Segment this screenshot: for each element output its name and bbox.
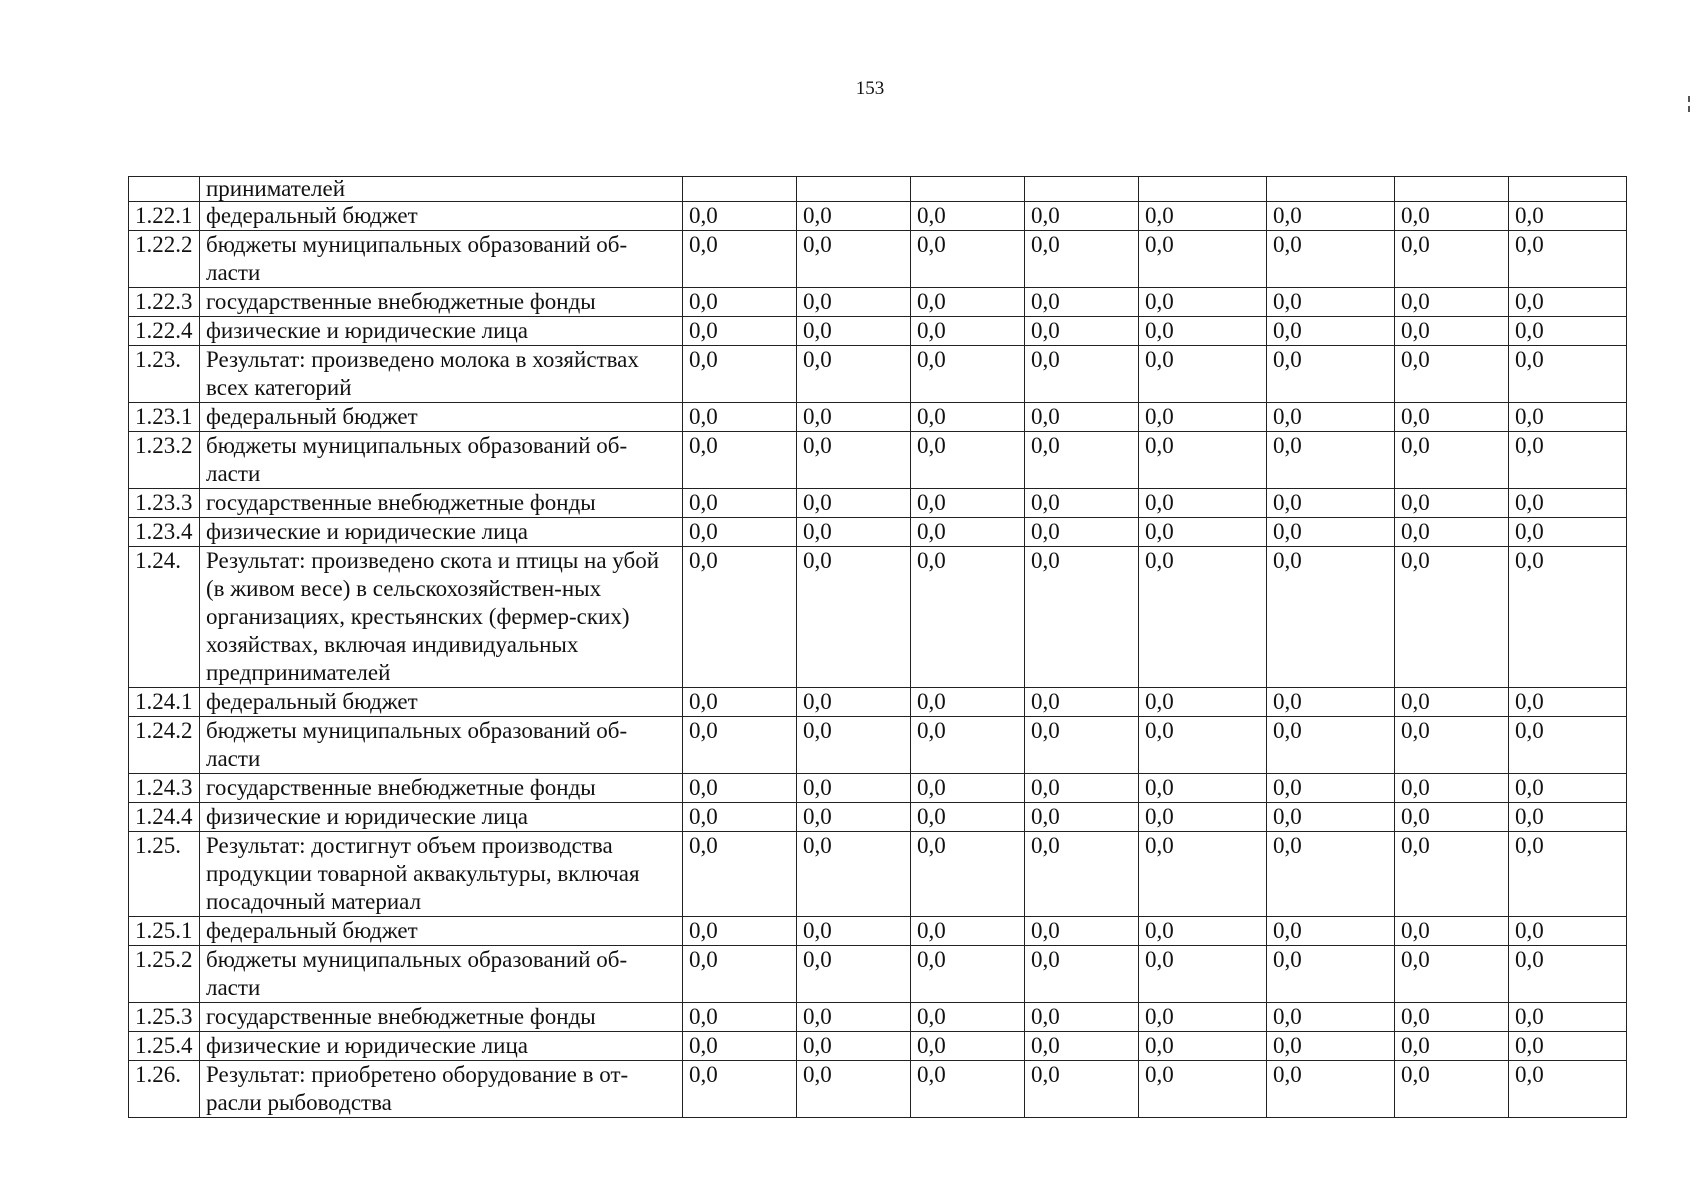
row-description: Результат: приобретено оборудование в от-расли рыбоводства bbox=[200, 1061, 683, 1118]
value-cell: 0,0 bbox=[797, 1061, 911, 1118]
value-cell: 0,0 bbox=[1025, 346, 1139, 403]
value-cell: 0,0 bbox=[1267, 346, 1395, 403]
value-cell: 0,0 bbox=[1395, 717, 1509, 774]
value-cell: 0,0 bbox=[1139, 202, 1267, 231]
value-cell: 0,0 bbox=[1509, 774, 1627, 803]
row-number: 1.24.2 bbox=[129, 717, 200, 774]
value-cell: 0,0 bbox=[1395, 547, 1509, 688]
row-number: 1.24.4 bbox=[129, 803, 200, 832]
value-cell: 0,0 bbox=[1267, 803, 1395, 832]
value-cell: 0,0 bbox=[683, 317, 797, 346]
value-cell: 0,0 bbox=[1025, 1003, 1139, 1032]
value-cell: 0,0 bbox=[1139, 1003, 1267, 1032]
row-description: физические и юридические лица bbox=[200, 518, 683, 547]
table-row bbox=[129, 518, 1627, 547]
value-cell: 0,0 bbox=[797, 288, 911, 317]
value-cell: 0,0 bbox=[1267, 688, 1395, 717]
value-cell: 0,0 bbox=[1395, 489, 1509, 518]
value-cell: 0,0 bbox=[683, 489, 797, 518]
value-cell: 0,0 bbox=[1025, 288, 1139, 317]
value-cell: 0,0 bbox=[911, 717, 1025, 774]
value-cell: 0,0 bbox=[683, 346, 797, 403]
row-description: принимателей bbox=[200, 177, 683, 202]
value-cell: 0,0 bbox=[1509, 1032, 1627, 1061]
row-number: 1.25.3 bbox=[129, 1003, 200, 1032]
value-cell: 0,0 bbox=[1139, 403, 1267, 432]
value-cell: 0,0 bbox=[683, 518, 797, 547]
value-cell: 0,0 bbox=[911, 774, 1025, 803]
value-cell: 0,0 bbox=[1025, 717, 1139, 774]
value-cell: 0,0 bbox=[1025, 231, 1139, 288]
value-cell: 0,0 bbox=[1509, 1003, 1627, 1032]
value-cell bbox=[1395, 177, 1509, 202]
value-cell: 0,0 bbox=[1267, 518, 1395, 547]
value-cell: 0,0 bbox=[1509, 202, 1627, 231]
row-description: бюджеты муниципальных образований об-ласти bbox=[200, 231, 683, 288]
row-description: государственные внебюджетные фонды bbox=[200, 489, 683, 518]
value-cell: 0,0 bbox=[1509, 688, 1627, 717]
row-description: государственные внебюджетные фонды bbox=[200, 774, 683, 803]
value-cell: 0,0 bbox=[911, 346, 1025, 403]
value-cell: 0,0 bbox=[1025, 489, 1139, 518]
row-description: федеральный бюджет bbox=[200, 688, 683, 717]
table-row bbox=[129, 803, 1627, 832]
value-cell: 0,0 bbox=[911, 489, 1025, 518]
value-cell: 0,0 bbox=[1395, 432, 1509, 489]
table-row bbox=[129, 317, 1627, 346]
row-description: государственные внебюджетные фонды bbox=[200, 288, 683, 317]
value-cell: 0,0 bbox=[797, 688, 911, 717]
value-cell: 0,0 bbox=[683, 832, 797, 917]
row-number: 1.26. bbox=[129, 1061, 200, 1118]
value-cell: 0,0 bbox=[1139, 832, 1267, 917]
row-number: 1.23.1 bbox=[129, 403, 200, 432]
table-row bbox=[129, 774, 1627, 803]
value-cell: 0,0 bbox=[1267, 432, 1395, 489]
value-cell bbox=[1139, 177, 1267, 202]
value-cell: 0,0 bbox=[1395, 288, 1509, 317]
value-cell: 0,0 bbox=[1395, 317, 1509, 346]
row-number: 1.25. bbox=[129, 832, 200, 917]
row-number: 1.23.4 bbox=[129, 518, 200, 547]
table-row bbox=[129, 1032, 1627, 1061]
value-cell: 0,0 bbox=[1395, 1061, 1509, 1118]
value-cell: 0,0 bbox=[1395, 917, 1509, 946]
value-cell: 0,0 bbox=[683, 717, 797, 774]
value-cell: 0,0 bbox=[1509, 231, 1627, 288]
value-cell: 0,0 bbox=[1139, 346, 1267, 403]
value-cell: 0,0 bbox=[1267, 202, 1395, 231]
value-cell: 0,0 bbox=[911, 832, 1025, 917]
table-row bbox=[129, 1003, 1627, 1032]
value-cell bbox=[1025, 177, 1139, 202]
value-cell: 0,0 bbox=[683, 946, 797, 1003]
value-cell: 0,0 bbox=[911, 1003, 1025, 1032]
value-cell: 0,0 bbox=[1267, 946, 1395, 1003]
table-row bbox=[129, 489, 1627, 518]
value-cell: 0,0 bbox=[1395, 202, 1509, 231]
row-number: 1.22.3 bbox=[129, 288, 200, 317]
row-description: физические и юридические лица bbox=[200, 1032, 683, 1061]
value-cell: 0,0 bbox=[1025, 946, 1139, 1003]
value-cell: 0,0 bbox=[1139, 1061, 1267, 1118]
value-cell: 0,0 bbox=[1139, 1032, 1267, 1061]
value-cell: 0,0 bbox=[1025, 403, 1139, 432]
value-cell: 0,0 bbox=[1267, 832, 1395, 917]
row-description: Результат: достигнут объем производства продукции товарной аквакультуры, включая посадочный материал bbox=[200, 832, 683, 917]
value-cell: 0,0 bbox=[1139, 432, 1267, 489]
value-cell: 0,0 bbox=[1509, 317, 1627, 346]
value-cell: 0,0 bbox=[1267, 288, 1395, 317]
value-cell: 0,0 bbox=[1395, 518, 1509, 547]
row-description: государственные внебюджетные фонды bbox=[200, 1003, 683, 1032]
value-cell: 0,0 bbox=[1395, 1003, 1509, 1032]
value-cell: 0,0 bbox=[797, 803, 911, 832]
table-row bbox=[129, 432, 1627, 489]
budget-table bbox=[128, 176, 1627, 1118]
value-cell: 0,0 bbox=[1267, 774, 1395, 803]
value-cell: 0,0 bbox=[1025, 547, 1139, 688]
row-description: федеральный бюджет bbox=[200, 403, 683, 432]
table-row bbox=[129, 688, 1627, 717]
value-cell: 0,0 bbox=[911, 317, 1025, 346]
value-cell: 0,0 bbox=[911, 518, 1025, 547]
row-number: 1.24. bbox=[129, 547, 200, 688]
budget-table-body bbox=[129, 177, 1627, 1118]
value-cell: 0,0 bbox=[683, 917, 797, 946]
value-cell: 0,0 bbox=[797, 774, 911, 803]
row-number: 1.24.1 bbox=[129, 688, 200, 717]
value-cell: 0,0 bbox=[1509, 403, 1627, 432]
value-cell: 0,0 bbox=[797, 403, 911, 432]
value-cell: 0,0 bbox=[683, 803, 797, 832]
value-cell: 0,0 bbox=[1139, 717, 1267, 774]
row-number bbox=[129, 177, 200, 202]
value-cell: 0,0 bbox=[797, 202, 911, 231]
value-cell: 0,0 bbox=[797, 346, 911, 403]
value-cell: 0,0 bbox=[1267, 717, 1395, 774]
value-cell bbox=[1267, 177, 1395, 202]
value-cell: 0,0 bbox=[1395, 346, 1509, 403]
value-cell: 0,0 bbox=[911, 202, 1025, 231]
value-cell: 0,0 bbox=[683, 231, 797, 288]
table-row bbox=[129, 717, 1627, 774]
value-cell: 0,0 bbox=[1267, 317, 1395, 346]
value-cell: 0,0 bbox=[1395, 803, 1509, 832]
value-cell: 0,0 bbox=[683, 1061, 797, 1118]
value-cell: 0,0 bbox=[1267, 1061, 1395, 1118]
value-cell: 0,0 bbox=[911, 946, 1025, 1003]
scan-edge-mark bbox=[1688, 96, 1692, 112]
value-cell: 0,0 bbox=[1025, 688, 1139, 717]
row-number: 1.23.3 bbox=[129, 489, 200, 518]
value-cell: 0,0 bbox=[1025, 317, 1139, 346]
value-cell: 0,0 bbox=[1267, 547, 1395, 688]
value-cell: 0,0 bbox=[797, 832, 911, 917]
value-cell: 0,0 bbox=[911, 803, 1025, 832]
value-cell bbox=[683, 177, 797, 202]
value-cell bbox=[911, 177, 1025, 202]
value-cell: 0,0 bbox=[683, 432, 797, 489]
value-cell: 0,0 bbox=[1509, 432, 1627, 489]
value-cell: 0,0 bbox=[1395, 403, 1509, 432]
value-cell: 0,0 bbox=[1025, 202, 1139, 231]
value-cell: 0,0 bbox=[1395, 688, 1509, 717]
row-number: 1.22.2 bbox=[129, 231, 200, 288]
row-number: 1.25.4 bbox=[129, 1032, 200, 1061]
value-cell: 0,0 bbox=[1267, 917, 1395, 946]
value-cell: 0,0 bbox=[1139, 803, 1267, 832]
row-description: федеральный бюджет bbox=[200, 202, 683, 231]
row-number: 1.22.1 bbox=[129, 202, 200, 231]
value-cell: 0,0 bbox=[1025, 518, 1139, 547]
row-number: 1.23. bbox=[129, 346, 200, 403]
value-cell: 0,0 bbox=[1139, 518, 1267, 547]
value-cell bbox=[1509, 177, 1627, 202]
value-cell: 0,0 bbox=[1509, 1061, 1627, 1118]
value-cell: 0,0 bbox=[1267, 1003, 1395, 1032]
value-cell: 0,0 bbox=[1025, 1032, 1139, 1061]
value-cell: 0,0 bbox=[1139, 774, 1267, 803]
value-cell: 0,0 bbox=[1139, 946, 1267, 1003]
value-cell: 0,0 bbox=[1139, 489, 1267, 518]
value-cell: 0,0 bbox=[911, 432, 1025, 489]
value-cell: 0,0 bbox=[1395, 1032, 1509, 1061]
value-cell: 0,0 bbox=[1395, 946, 1509, 1003]
value-cell: 0,0 bbox=[797, 1032, 911, 1061]
table-row bbox=[129, 288, 1627, 317]
table-row bbox=[129, 177, 1627, 202]
value-cell: 0,0 bbox=[1267, 489, 1395, 518]
value-cell: 0,0 bbox=[1509, 547, 1627, 688]
value-cell: 0,0 bbox=[1139, 547, 1267, 688]
value-cell: 0,0 bbox=[1139, 231, 1267, 288]
row-description: физические и юридические лица bbox=[200, 317, 683, 346]
value-cell: 0,0 bbox=[797, 489, 911, 518]
table-row bbox=[129, 231, 1627, 288]
table-row bbox=[129, 202, 1627, 231]
row-number: 1.24.3 bbox=[129, 774, 200, 803]
row-description: физические и юридические лица bbox=[200, 803, 683, 832]
value-cell: 0,0 bbox=[1025, 832, 1139, 917]
value-cell: 0,0 bbox=[1395, 832, 1509, 917]
value-cell: 0,0 bbox=[1395, 774, 1509, 803]
value-cell: 0,0 bbox=[911, 403, 1025, 432]
row-description: Результат: произведено скота и птицы на убой (в живом весе) в сельскохозяйствен-ных организациях, крестьянских (фермер-ских) хозяйствах, включая индивидуальных предпринимателей bbox=[200, 547, 683, 688]
row-number: 1.23.2 bbox=[129, 432, 200, 489]
row-number: 1.25.1 bbox=[129, 917, 200, 946]
value-cell: 0,0 bbox=[683, 688, 797, 717]
value-cell: 0,0 bbox=[1025, 1061, 1139, 1118]
value-cell: 0,0 bbox=[1267, 1032, 1395, 1061]
value-cell: 0,0 bbox=[683, 202, 797, 231]
value-cell: 0,0 bbox=[911, 917, 1025, 946]
value-cell bbox=[797, 177, 911, 202]
value-cell: 0,0 bbox=[911, 547, 1025, 688]
value-cell: 0,0 bbox=[1509, 518, 1627, 547]
value-cell: 0,0 bbox=[797, 946, 911, 1003]
value-cell: 0,0 bbox=[1025, 917, 1139, 946]
value-cell: 0,0 bbox=[1509, 832, 1627, 917]
value-cell: 0,0 bbox=[1139, 917, 1267, 946]
value-cell: 0,0 bbox=[911, 1061, 1025, 1118]
value-cell: 0,0 bbox=[797, 231, 911, 288]
value-cell: 0,0 bbox=[797, 518, 911, 547]
value-cell: 0,0 bbox=[683, 1003, 797, 1032]
value-cell: 0,0 bbox=[1025, 774, 1139, 803]
value-cell: 0,0 bbox=[1025, 432, 1139, 489]
table-row bbox=[129, 946, 1627, 1003]
value-cell: 0,0 bbox=[683, 1032, 797, 1061]
value-cell: 0,0 bbox=[1267, 403, 1395, 432]
value-cell: 0,0 bbox=[1509, 288, 1627, 317]
table-row bbox=[129, 403, 1627, 432]
value-cell: 0,0 bbox=[797, 547, 911, 688]
value-cell: 0,0 bbox=[683, 547, 797, 688]
row-description: бюджеты муниципальных образований об-ласти bbox=[200, 717, 683, 774]
value-cell: 0,0 bbox=[1509, 489, 1627, 518]
value-cell: 0,0 bbox=[1509, 346, 1627, 403]
value-cell: 0,0 bbox=[1509, 917, 1627, 946]
row-number: 1.22.4 bbox=[129, 317, 200, 346]
value-cell: 0,0 bbox=[911, 288, 1025, 317]
value-cell: 0,0 bbox=[911, 1032, 1025, 1061]
value-cell: 0,0 bbox=[797, 432, 911, 489]
table-row bbox=[129, 832, 1627, 917]
value-cell: 0,0 bbox=[1509, 946, 1627, 1003]
value-cell: 0,0 bbox=[1267, 231, 1395, 288]
value-cell: 0,0 bbox=[797, 917, 911, 946]
value-cell: 0,0 bbox=[1025, 803, 1139, 832]
value-cell: 0,0 bbox=[1395, 231, 1509, 288]
value-cell: 0,0 bbox=[683, 403, 797, 432]
table-row bbox=[129, 917, 1627, 946]
row-description: бюджеты муниципальных образований об-ласти bbox=[200, 946, 683, 1003]
value-cell: 0,0 bbox=[1509, 717, 1627, 774]
value-cell: 0,0 bbox=[1139, 317, 1267, 346]
page-number: 153 bbox=[855, 78, 885, 99]
value-cell: 0,0 bbox=[911, 231, 1025, 288]
value-cell: 0,0 bbox=[683, 774, 797, 803]
table-row bbox=[129, 346, 1627, 403]
table-row bbox=[129, 547, 1627, 688]
table-row bbox=[129, 1061, 1627, 1118]
row-description: федеральный бюджет bbox=[200, 917, 683, 946]
value-cell: 0,0 bbox=[911, 688, 1025, 717]
row-description: Результат: произведено молока в хозяйствах всех категорий bbox=[200, 346, 683, 403]
row-number: 1.25.2 bbox=[129, 946, 200, 1003]
value-cell: 0,0 bbox=[683, 288, 797, 317]
value-cell: 0,0 bbox=[797, 317, 911, 346]
value-cell: 0,0 bbox=[1139, 688, 1267, 717]
value-cell: 0,0 bbox=[1139, 288, 1267, 317]
value-cell: 0,0 bbox=[797, 717, 911, 774]
row-description: бюджеты муниципальных образований об-ласти bbox=[200, 432, 683, 489]
value-cell: 0,0 bbox=[1509, 803, 1627, 832]
value-cell: 0,0 bbox=[797, 1003, 911, 1032]
